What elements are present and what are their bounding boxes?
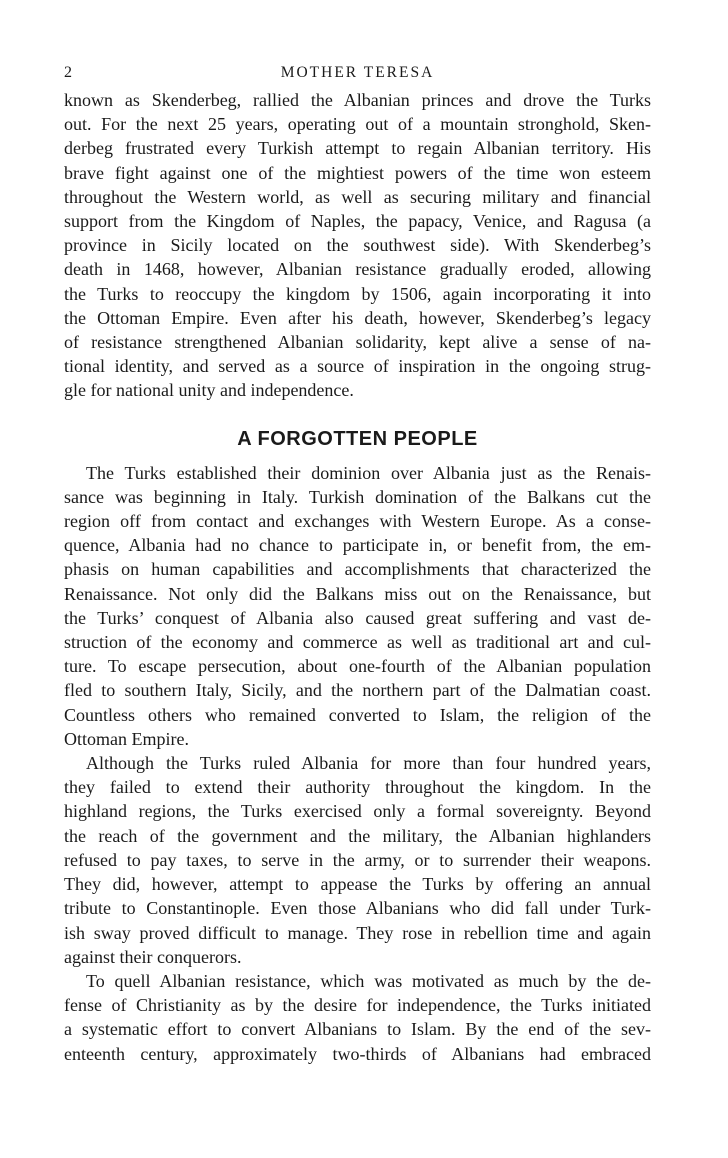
text-line: highland regions, the Turks exercised only a formal sovereignty. Beyond [64,801,651,822]
section-paragraph-3 [64,969,651,1066]
text-line: a systematic effort to convert Albanians to Islam. By the end of the sev- [64,1019,651,1040]
text-line: derbeg frustrated every Turkish attempt to regain Albanian territory. His [64,138,651,159]
text-line: fled to southern Italy, Sicily, and the northern part of the Dalmatian coast. [64,680,651,701]
page-number: 2 [64,64,72,81]
text-line: Although the Turks ruled Albania for more than four hundred years, [86,753,651,774]
text-line: Ottoman Empire. [64,728,189,749]
intro-paragraph [64,88,651,403]
text-line: The Turks established their dominion over Albania just as the Renais- [86,462,651,483]
text-line: of resistance strengthened Albanian solidarity, kept alive a sense of na- [64,332,651,353]
section-paragraph-1 [64,461,651,751]
running-head [64,58,651,88]
text-line: sance was beginning in Italy. Turkish domination of the Balkans cut the [64,486,651,507]
text-line: tional identity, and served as a source of inspiration in the ongoing strug- [64,356,651,377]
text-line: the Turks’ conquest of Albania also caused great suffering and vast de- [64,607,651,628]
text-line: gle for national unity and independence. [64,380,354,401]
text-line: quence, Albania had no chance to participate in, or benefit from, the em- [64,535,651,556]
text-line: brave fight against one of the mightiest powers of the time won esteem [64,162,651,183]
text-line: death in 1468, however, Albanian resistance gradually eroded, allowing [64,259,651,280]
text-line: refused to pay taxes, to serve in the army, or to surrender their weapons. [64,849,651,870]
text-line: they failed to extend their authority throughout the kingdom. In the [64,777,651,798]
section-heading: A FORGOTTEN PEOPLE [237,427,478,450]
text-line: province in Sicily located on the southwest side). With Skenderbeg’s [64,235,651,256]
text-line: throughout the Western world, as well as securing military and financial [64,186,651,207]
text-line: tribute to Constantinople. Even those Albanians who did fall under Turk- [64,898,651,919]
text-line: known as Skenderbeg, rallied the Albanian princes and drove the Turks [64,90,651,110]
text-line: support from the Kingdom of Naples, the papacy, Venice, and Ragusa (a [64,211,651,232]
text-line: phasis on human capabilities and accomplishments that characterized the [64,559,651,580]
text-line: enteenth century, approximately two-thirds of Albanians had embraced [64,1043,651,1064]
text-line: Countless others who remained converted to Islam, the religion of the [64,704,651,725]
text-line: the Ottoman Empire. Even after his death, however, Skenderbeg’s legacy [64,307,651,328]
book-page [64,58,651,1066]
text-line: out. For the next 25 years, operating out of a mountain stronghold, Sken- [64,114,651,135]
text-line: ture. To escape persecution, about one-fourth of the Albanian population [64,656,651,677]
text-line: fense of Christianity as by the desire for independence, the Turks initiated [64,995,651,1016]
text-line: struction of the economy and commerce as well as traditional art and cul- [64,632,651,653]
text-line: ish sway proved difficult to manage. They rose in rebellion time and again [64,922,651,943]
text-line: region off from contact and exchanges with Western Europe. As a conse- [64,511,651,532]
section-paragraph-2 [64,751,651,969]
text-line: Renaissance. Not only did the Balkans miss out on the Renaissance, but [64,583,651,604]
running-title: MOTHER TERESA [280,64,435,81]
text-line: against their conquerors. [64,946,242,967]
text-line: the reach of the government and the military, the Albanian highlanders [64,825,651,846]
text-line: To quell Albanian resistance, which was motivated as much by the de- [86,970,651,991]
text-line: They did, however, attempt to appease the Turks by offering an annual [64,874,651,895]
text-line: the Turks to reoccupy the kingdom by 1506, again incorporating it into [64,283,651,304]
